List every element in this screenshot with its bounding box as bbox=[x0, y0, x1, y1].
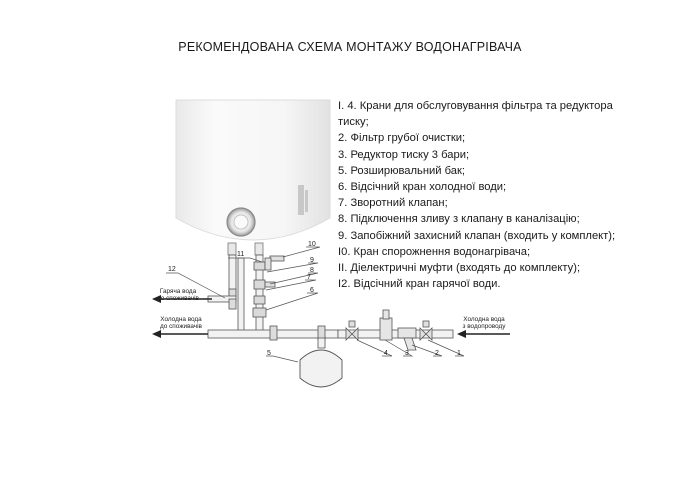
leader-lines bbox=[166, 247, 464, 362]
hot-water-line bbox=[208, 255, 236, 309]
callout-3: 3 bbox=[405, 350, 409, 357]
callout-5: 5 bbox=[267, 350, 271, 357]
callout-11: 11 bbox=[237, 251, 245, 258]
pressure-reducer-3 bbox=[380, 310, 392, 340]
legend-item: І0. Кран спорожнення водонагрівача; bbox=[338, 245, 531, 258]
legend-item: 6. Відсічний кран холодної води; bbox=[338, 181, 507, 194]
callout-4: 4 bbox=[384, 350, 388, 357]
legend-item: 8. Підключення зливу з клапану в каналізацію; bbox=[338, 213, 580, 226]
filter-2 bbox=[398, 328, 416, 350]
water-heater bbox=[176, 100, 330, 255]
callout-10: 10 bbox=[308, 241, 316, 248]
callout-12: 12 bbox=[168, 266, 176, 273]
legend-item: 9. Запобіжний захисний клапан (входить у комплект); bbox=[338, 229, 616, 242]
callout-7: 7 bbox=[307, 274, 311, 281]
cold-in-arrow bbox=[457, 330, 510, 338]
callout-1: 1 bbox=[457, 350, 461, 357]
callout-8: 8 bbox=[310, 267, 314, 274]
hot-pipe-down bbox=[238, 258, 244, 336]
callout-9: 9 bbox=[310, 257, 314, 264]
cold-out-pipe bbox=[152, 330, 338, 338]
legend-item: 2. Фільтр грубої очистки; bbox=[338, 132, 466, 145]
callout-2: 2 bbox=[435, 350, 439, 357]
callout-6: 6 bbox=[310, 287, 314, 294]
diagram-title: РЕКОМЕНДОВАНА СХЕМА МОНТАЖУ ВОДОНАГРІВАЧА bbox=[178, 40, 522, 54]
cold-out-label: Холодна вода bbox=[160, 316, 202, 323]
legend-item: 5. Розширювальний бак; bbox=[338, 164, 466, 177]
cold-out-label: до споживачів bbox=[160, 323, 202, 330]
legend-item: 7. Зворотний клапан; bbox=[338, 197, 448, 210]
legend-item: І2. Відсічний кран гарячої води. bbox=[338, 278, 501, 291]
cold-in-label: з водопроводу bbox=[462, 323, 506, 330]
legend-item: І. 4. Крани для обслуговування фільтра та редуктора тиску; bbox=[338, 100, 613, 129]
legend-item: 3. Редуктор тиску 3 бари; bbox=[338, 148, 470, 161]
hot-water-label: до споживачів bbox=[157, 295, 199, 302]
legend-item: ІІ. Діелектричні муфти (входять до комплекту); bbox=[338, 262, 581, 275]
hot-water-label: Гаряча вода bbox=[159, 288, 197, 295]
expansion-tank-5 bbox=[300, 338, 342, 387]
cold-in-label: Холодна вода bbox=[463, 316, 505, 323]
cold-riser bbox=[253, 255, 284, 333]
